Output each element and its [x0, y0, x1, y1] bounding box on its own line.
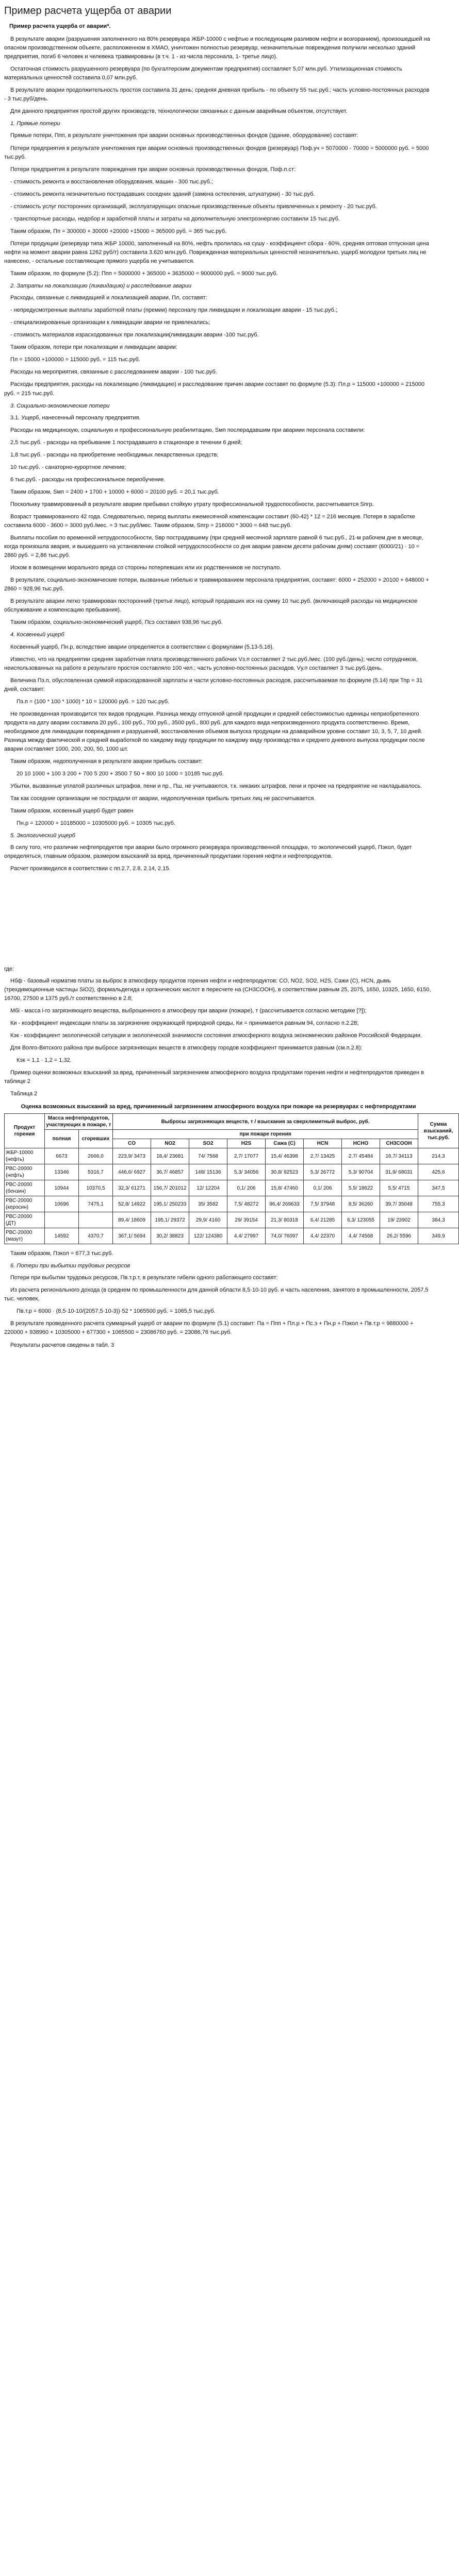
cell-mass-burned: 7475,1 — [79, 1196, 113, 1212]
section-heading-ecological-damage: 5. Экологический ущерб — [10, 833, 75, 839]
intro-paragraph: В результате аварии продолжительность простоя составила 31 день; средняя дневная прибыль - по объекту 55 тыс.руб.; часть условно-постоянных расходов - 3 тыс.руб/день. — [4, 87, 430, 103]
cell-emission: 15,8/ 47460 — [266, 1180, 304, 1196]
paragraph: Кэк - коэффициент экологической ситуации и экологической значимости состояния атмосферного воздуха экономических районов Российской Федерации. — [10, 1032, 422, 1039]
paragraph: Так как соседние организации не пострадали от аварии, недополученная прибыль третьих лиц не рассчитывается. — [10, 795, 316, 802]
paragraph: Косвенный ущерб, Пн.р, вследствие аварии определяется в соответствии с формулами (5.13-5.16). — [10, 643, 274, 650]
paragraph: Пример оценки возможных взысканий за вред, причиненный загрязнением атмосферного воздуха продуктами горения нефти и нефтепродуктов приведен в таблице 2 — [4, 1069, 424, 1084]
list-item: - стоимость ремонта незначительно пострадавших соседних зданий (замена остекления, штукатурки) - 30 тыс.руб. — [10, 191, 315, 197]
header-pollutant: CO — [113, 1139, 151, 1148]
paragraph: 6 тыс.руб. - расходы на профессиональное переобучение. — [10, 476, 166, 483]
cell-product: РВС-20000 (керосин) — [5, 1196, 45, 1212]
paragraph: Потери предприятия в результате повреждения при аварии основных производственных фондов, Поф.п.ст: — [10, 166, 296, 173]
cell-mass-full — [45, 1212, 79, 1228]
cell-emission: 36,7/ 46857 — [151, 1164, 189, 1180]
cell-mass-burned: 5316,7 — [79, 1164, 113, 1180]
paragraph: Результаты расчетов сведены в табл. 3 — [10, 1342, 114, 1348]
cell-product: РВС-20000 (мазут) — [5, 1228, 45, 1244]
cell-emission: 5,3/ 90704 — [342, 1164, 380, 1180]
list-item: - транспортные расходы, недобор и заработной платы и затраты на дополнительную электроэнергию составили 15 тыс.руб. — [10, 215, 340, 222]
paragraph: Возраст травмированного 42 года. Следовательно, период выплаты ежемесячной компенсации составит (60-42) * 12 = 216 месяцев. Потеря в заработке составила 6000 - 3600 = 3000 руб./мес. = 3 тыс.руб/мес. Таким образом, Sпгр = 216000 * 3000 = 648 тыс.руб. — [4, 513, 415, 529]
header-pollutant: Сажа (C) — [266, 1139, 304, 1148]
cell-emission: 5,5/ 4715 — [380, 1180, 418, 1196]
cell-mass-full: 6673 — [45, 1148, 79, 1164]
cell-product: РВС-20000 (ДТ) — [5, 1212, 45, 1228]
intro-paragraph: В результате аварии (разрушения заполненного на 80% резервуара ЖБР-10000 с нефтью и последующим разливом нефти и возгоранием), произошедшей на опасном производственном объекте, расположенном в ХМАО, уничтожен полностью резервуар, незначительные повреждения получили несколько зданий предприятия, погиб 6 человек и челевека травмированы (в т.ч. 1 - из числа персонала, 1- третье лицо). — [4, 36, 430, 60]
formula: Кэк = 1,1 · 1,2 = 1,32. — [17, 1057, 72, 1063]
cell-emission: 35/ 3582 — [189, 1196, 227, 1212]
header-product: Продукт горения — [5, 1114, 45, 1148]
intro-paragraph: Остаточная стоимость разрушенного резервуара (по бухгалтерским документам предприятия) составляет 5,07 млн.руб. Утилизационная стоимость материальных ценностей составила 0,07 млн.руб. — [4, 66, 402, 81]
cell-total: 384,3 — [418, 1212, 459, 1228]
cell-emission: 7,5/ 48272 — [227, 1196, 266, 1212]
cell-emission: 367,1/ 5694 — [113, 1228, 151, 1244]
table-caption: Оценка возможных взысканий за вред, причиненный загрязнением атмосферного воздуха при пожаре на резервуарах с нефтепродуктами — [21, 1104, 416, 1110]
cell-emission: 74,0/ 76097 — [266, 1228, 304, 1244]
cell-emission: 31,9/ 68031 — [380, 1164, 418, 1180]
paragraph: Прямые потери, Ппп, в результате уничтожения при аварии основных производственных фондов (здание, оборудование) составят: — [10, 132, 358, 139]
cell-emission: 26,2/ 5596 — [380, 1228, 418, 1244]
paragraph: Таким образом, Пэкол = 677,3 тыс.руб. — [10, 1250, 113, 1257]
cell-total: 755,3 — [418, 1196, 459, 1212]
cell-emission: 2,7/ 17077 — [227, 1148, 266, 1164]
cell-emission: 5,5/ 18622 — [342, 1180, 380, 1196]
cell-emission: 29/ 39154 — [227, 1212, 266, 1228]
paragraph: Таким образом, недополученная в результате аварии прибыль составит: — [10, 758, 203, 765]
cell-emission: 122/ 124380 — [189, 1228, 227, 1244]
cell-product: РВС-20000 (нефть) — [5, 1164, 45, 1180]
cell-mass-burned: 2666,0 — [79, 1148, 113, 1164]
cell-emission: 6,3/ 123055 — [342, 1212, 380, 1228]
cell-emission: 19/ 23902 — [380, 1212, 418, 1228]
cell-mass-burned: 4370,7 — [79, 1228, 113, 1244]
table-row — [5, 1148, 459, 1164]
section-heading-indirect-damage: 4. Косвенный ущерб — [10, 632, 64, 638]
paragraph: Убытки, вызванные уплатой различных штрафов, пени и пр., Пш, не учитываются, т.к. никаких штрафов, пени и прочее на предприятие не накладывалось. — [10, 783, 422, 790]
cell-total: 349,9 — [418, 1228, 459, 1244]
paragraph: Известно, что на предприятии средняя заработная плата производственного рабочих Vз.п составляет 2 тыс.руб./мес. (100 руб./день); число сотрудников, неиспользованных на работе в результате простоя составляло 100 чел.; часть условно-постоянных расходов, Vу.п составляет 3 тыс.руб./день. — [4, 656, 418, 671]
cell-mass-burned — [79, 1212, 113, 1228]
formula: Пз.п = (100 * 100 * 1000) * 10 = 120000 руб. = 120 тыс.руб. — [17, 698, 170, 705]
cell-emission: 195,1/ 29372 — [151, 1212, 189, 1228]
paragraph: Выплаты пособия по временной нетрудоспособности, Sвр пострадавшему (при средней месячной зарплате равной 6 тыс.руб., 21-м рабочем дне в месяце, когда произошла авария, и вышедшего на установлении стойкой нетрудоспособности со дня аварии равном десяти рабочим дням) составят (6000/21) · 10 = 2860 руб. = 2,86 тыс.руб. — [4, 535, 423, 559]
cell-mass-full: 14592 — [45, 1228, 79, 1244]
cell-emission: 7,5/ 37948 — [304, 1196, 342, 1212]
cell-emission: 30,8/ 92523 — [266, 1164, 304, 1180]
cell-emission: 6,4/ 21285 — [304, 1212, 342, 1228]
cell-mass-full: 13346 — [45, 1164, 79, 1180]
table-number: Таблица 2 — [10, 1091, 38, 1097]
header-pollutant: CH3COOH — [380, 1139, 418, 1148]
table-row — [5, 1212, 459, 1228]
formula-image-placeholder — [4, 877, 433, 965]
cell-emission: 8,5/ 36260 — [342, 1196, 380, 1212]
header-pollutant: HCN — [304, 1139, 342, 1148]
cell-emission: 2,7/ 45484 — [342, 1148, 380, 1164]
cell-emission: 29,9/ 4160 — [189, 1212, 227, 1228]
paragraph: - непредусмотренные выплаты заработной платы (премии) персоналу при ликвидации и локализации аварии - 15 тыс.руб.; — [10, 307, 338, 314]
cell-emission: 195,1/ 250233 — [151, 1196, 189, 1212]
paragraph: - специализированные организации к ликвидации аварии не привлекались; — [10, 319, 210, 326]
paragraph: Не произведенная производится тех видов продукции. Разница между отпускной ценой продукции и средней себестоимостью единицы неприобретенного продукта на дату аварии составила 20 руб., 100 руб., 700 руб., 3500 руб., 800 руб. для каждого вида непроизведенного продукта соответственно. Время, необходимое для ликвидации повреждения и разрушений, восстановления объемов выпуска продукции на доаварийном уровне составит 10, 3, 5, 7, 10 дней. Разница между фактической и средней выработкой по каждому виду продукции по каждому виду производства и среднего дневного выпуска продукции после аварии составляет 1000, 200, 200, 50, 1000 шт. — [4, 710, 425, 752]
section-heading-social-losses: 3. Социально-экономические потери — [10, 402, 110, 409]
cell-emission: 223,9/ 3473 — [113, 1148, 151, 1164]
paragraph: 3.1. Ущерб, нанесенный персоналу предприятия. — [10, 414, 141, 421]
header-pollutant: H2S — [227, 1139, 266, 1148]
header-full: полная — [45, 1130, 79, 1148]
paragraph: Величина Пз.п, обусловленная суммой израсходованной зарплаты и части условно-постоянных расходов, рассчитываемая по формуле (5.14) при Тпр = 31 дней, составит: — [4, 677, 423, 692]
header-pollutant: SO2 — [189, 1139, 227, 1148]
cell-emission: 52,8/ 14922 — [113, 1196, 151, 1212]
cell-emission: 5,3/ 34056 — [227, 1164, 266, 1180]
paragraph: Расчет произведился в соответствии с пп.2.7, 2.8, 2.14, 2.15. — [10, 866, 171, 872]
table-row — [5, 1196, 459, 1212]
header-pollutant: NO2 — [151, 1139, 189, 1148]
example-title: Пример расчета ущерба от аварии*. — [9, 23, 111, 29]
cell-emission: 4,4/ 27997 — [227, 1228, 266, 1244]
paragraph: Пл = 15000 +100000 = 115000 руб. = 115 тыс.руб. — [10, 357, 140, 363]
cell-product: ЖБР-10000 (нефть) — [5, 1148, 45, 1164]
paragraph: Таким образом, Sмп = 2400 + 1700 + 10000 + 6000 = 20100 руб. = 20,1 тыс.руб. — [10, 488, 219, 495]
cell-emission: 4,4/ 22370 — [304, 1228, 342, 1244]
cell-emission: 15,4/ 46398 — [266, 1148, 304, 1164]
paragraph: Ки - коэффициент индексации платы за загрязнение окружающей природной среды, Ки = принимается равным 94, согласно п.2.28; — [10, 1020, 359, 1026]
paragraph: Потери при выбытии трудовых ресурсов, Пв.т.р.т, в результате гибели одного работающего составят: — [10, 1275, 278, 1281]
section-heading-localization: 2. Затраты на локализацию (ликвидацию) и расследование аварии — [10, 283, 192, 290]
cell-emission: 18,4/ 23681 — [151, 1148, 189, 1164]
cell-total: 214,3 — [418, 1148, 459, 1164]
intro-paragraph: Для данного предприятия простой других производств, технологически связанных с данным аварийным объектом, отсутствует. — [10, 108, 348, 115]
where-label: где: — [4, 965, 14, 972]
cell-emission: 0,1/ 206 — [227, 1180, 266, 1196]
formula: Пв.т.р = 6000 · (8,5·10-10/(2057,5·10-3))·52 * 1065500 руб. = 1065,5 тыс.руб. — [17, 1308, 216, 1315]
paragraph: В результате, социально-экономические потери, вызванные гибелью и травмированием персонала предприятия, составят: 6000 + 252000 + 20100 + 648000 + 2860 = 928,96 тыс.руб. — [4, 577, 429, 592]
cell-mass-full: 10944 — [45, 1180, 79, 1196]
paragraph: Таким образом, Пп = 300000 + 30000 +20000 +15000 = 365000 руб. = 365 тыс.руб. — [10, 228, 227, 234]
cell-emission: 12/ 12204 — [189, 1180, 227, 1196]
table-row — [5, 1228, 459, 1244]
cell-emission: 21,3/ 80318 — [266, 1212, 304, 1228]
cell-total: 347,5 — [418, 1180, 459, 1196]
cell-emission: 156,7/ 201012 — [151, 1180, 189, 1196]
cell-total: 425,6 — [418, 1164, 459, 1180]
cell-emission: 0,1/ 206 — [304, 1180, 342, 1196]
paragraph: Из расчета регионального дохода (в среднем по промышленности для данной области 8,5·10-10 руб. и часть населения, занятого в промышленности, 2057,5 тыс. человек, — [4, 1287, 429, 1302]
paragraph: Таким образом, по формуле (5.2): Ппп = 5000000 + 365000 + 3635000 = 9000000 руб. = 9000 тыс.руб. — [10, 270, 278, 277]
section-heading-direct-losses: 1. Прямые потери — [10, 121, 60, 127]
paragraph: Расходы, связанные с ликвидацией и локализацией аварии, Пл, составят: — [10, 295, 207, 301]
cell-mass-burned: 10370,5 — [79, 1180, 113, 1196]
cell-emission: 446,6/ 6927 — [113, 1164, 151, 1180]
cell-emission: 32,3/ 61271 — [113, 1180, 151, 1196]
paragraph: Расходы на медицинскую, социальную и профессиональную реабилитацию, Sмп послерадавшим при авариии персонала составили: — [10, 427, 365, 433]
cell-emission: 39,7/ 35048 — [380, 1196, 418, 1212]
paragraph: - стоимость материалов израсходованных при локализации(ликвидации аварии -100 тыс.руб. — [10, 332, 259, 338]
list-item: - стоимость ремонта и восстановления оборудования, машин - 300 тыс.руб.; — [10, 178, 213, 185]
paragraph: Расходы предприятия, расходы на локализацию (ликвидацию) и расследование причин аварии составят по формуле (5.3): Пл.р = 115000 +100000 = 215000 руб. = 215 тыс.руб. — [4, 381, 425, 397]
header-pollutant: HCHO — [342, 1139, 380, 1148]
cell-emission: 16,7/ 34113 — [380, 1148, 418, 1164]
paragraph: 2,5 тыс.руб. - расходы на пребывание 1 пострадавшего в стационаре в течении 6 дней; — [10, 439, 242, 446]
cell-emission: 74/ 7568 — [189, 1148, 227, 1164]
paragraph: В результате аварии легко травмирован посторонний (третье лицо), который продавших иск на сумму 10 тыс.руб. (включающей расходы на медицинское обслуживание и компенсацию пребывания). — [4, 598, 418, 614]
header-total: Сумма взысканий, тыс.руб. — [418, 1114, 459, 1148]
cell-product: РВС-20000 (бензин) — [5, 1180, 45, 1196]
paragraph: 10 тыс.руб. - санаторно-курортное лечение; — [10, 464, 126, 470]
paragraph: Для Волго-Вятского района при выбросе загрязняющих веществ в атмосферу городов коэффициент принимается равным (см.п.2.8): — [10, 1044, 363, 1051]
header-emissions: Выбросы загрязняющих веществ, т / взыскания за сверхлимитный выброс, руб. — [113, 1114, 418, 1130]
paragraph: Таким образом, социально-экономический ущерб, Псэ составил 938,96 тыс.руб. — [10, 619, 223, 626]
list-item: - стоимость услуг посторонних организаций, эксплуатирующих опасные производственные объекты привлеченных к ремонту - 20 тыс.руб. — [10, 203, 377, 210]
paragraph: 1,8 тыс.руб. - расходы на приобретение необходимых лекарственных средств; — [10, 451, 219, 458]
paragraph: Посколькку травмированный в результате аварии пребывал стойкую утрату профессиональной трудоспособности, рассчитывается Sпгр. — [10, 501, 374, 507]
header-mass: Масса нефтепродуктов, участвующих в пожаре, т — [45, 1114, 113, 1130]
formula: 20 10 1000 + 100 3 200 + 700 5 200 + 3500 7 50 + 800 10 1000 = 10185 тыс.руб. — [17, 771, 224, 777]
page-title: Пример расчета ущерба от аварии — [4, 5, 172, 16]
cell-emission: 5,3/ 26772 — [304, 1164, 342, 1180]
pollution-table — [4, 1113, 459, 1244]
cell-emission: 30,2/ 38823 — [151, 1228, 189, 1244]
cell-emission: 148/ 15136 — [189, 1164, 227, 1180]
paragraph: Потери предприятия в результате уничтожения при аварии основных производственных фондов (резервуар) Поф.уч = 5070000 - 70000 = 5000000 руб. = 5000 тыс.руб. — [4, 145, 429, 160]
cell-mass-full: 10696 — [45, 1196, 79, 1212]
header-burned: сгоревших — [79, 1130, 113, 1148]
cell-emission: 89,4/ 18609 — [113, 1212, 151, 1228]
paragraph: Расходы на мероприятия, связанные с расследованием аварии - 100 тыс.руб. — [10, 369, 217, 376]
table-body — [5, 1148, 459, 1244]
paragraph: Таким образом, потери при локализации и ликвидации аварии: — [10, 344, 177, 351]
formula: Пн.р = 120000 + 10185000 = 10305000 руб. = 10305 тыс.руб. — [17, 820, 176, 827]
paragraph: Мбi - масса i-го загрязняющего вещества, выброшенного в атмосферу при аварии (пожаре), т (рассчитывается согласно методике [?]); — [10, 1007, 367, 1014]
cell-emission: 4,4/ 74568 — [342, 1228, 380, 1244]
cell-emission: 96,4/ 269633 — [266, 1196, 304, 1212]
table-row — [5, 1180, 459, 1196]
paragraph: Таким образом, косвенный ущерб будет равен — [10, 808, 134, 815]
paragraph: В силу того, что различие нефтепродуктов при аварии было огромного резервуара производственной площадке, то экологический ущерб, Пэкол, будет определяться, главным образом, размером взысканий за вред, причиненный продуктами горения нефти и нефтепродуктов. — [4, 844, 412, 860]
header-at-fire: при пожаре горения — [113, 1130, 418, 1139]
paragraph: Нбф - базовый норматив платы за выброс в атмосферу продуктов горения нефти и нефтепродуктов: CO, NO2, SO2, H2S, Сажи (C), HCN, дымь (трехдимоционные частицы SiO2), формальдегида и органических кислот в пересчете на (CH3COOH), в соответствии равным 25, 2075, 1650, 10325, 1650, 6150, 16700, 27500 и 1375 руб./т соответственно в 2.8; — [4, 977, 431, 1002]
paragraph: Иском в возмещении морального вреда со стороны потерпевших или их родственников не поступало. — [10, 565, 282, 571]
section-heading-labor-losses: 6. Потери при выбытии трудовых ресурсов — [10, 1263, 130, 1269]
paragraph: В результате проведенного расчета суммарный ущерб от аварии по формуле (5.1) составит: Па = Ппп + Пл.р + Пс.э + Пн.р + Пэкол + Пв.т.р = 9880000 + 220000 + 938960 + 10305000 + 677300 + 1065500 = 23086760 руб. = 23086,76 тыс.руб. — [4, 1320, 414, 1336]
cell-emission: 2,7/ 13425 — [304, 1148, 342, 1164]
paragraph: Потери продукции (резервуар типа ЖБР 10000, заполненный на 80%, нефть пролилась на сушу - коэффициент сбора - 60%, средняя оптовая отпускная цена нефти на момент аварии равна 1262 руб/т) составила 3.620 млн.руб. Поврежденная материальных ценностей незначительно, ущерб молодухи третьих лиц не нанесено, - остальные составляющие прямого ущерба не учитываются. — [4, 240, 429, 264]
table-row — [5, 1164, 459, 1180]
